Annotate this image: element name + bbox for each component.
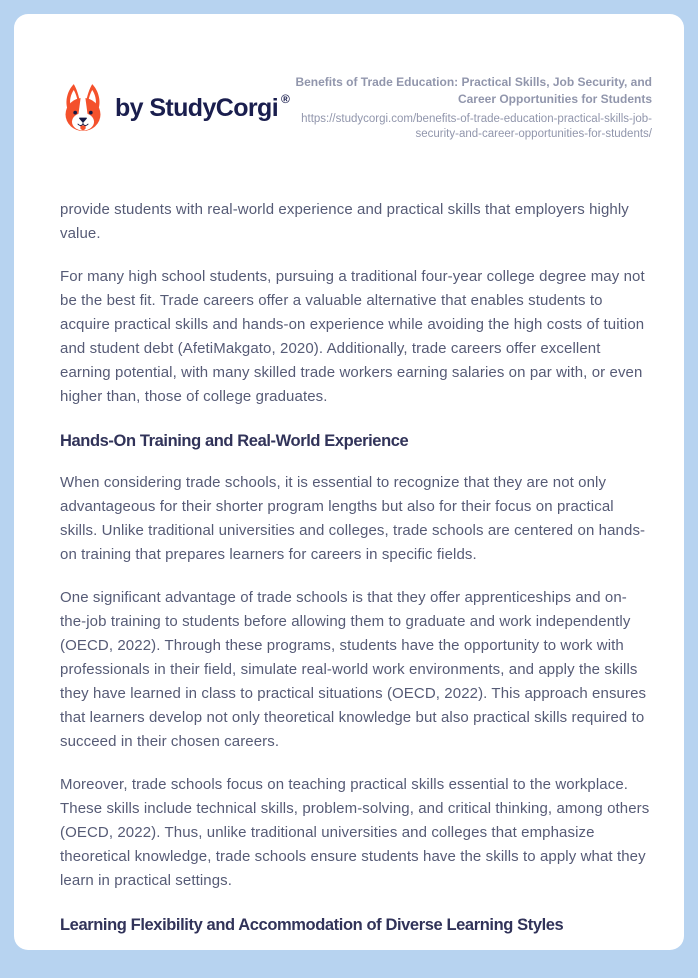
section-heading: Learning Flexibility and Accommodation of Diverse Learning Styles <box>60 916 564 934</box>
paragraph: One significant advantage of trade schools is that they offer apprenticeships and on-the-job training to students before allowing them to graduate and work independently (OECD, 2022). Through these programs, students have the opportunity to work with professionals in their field, simulate real-world work environments, and apply the skills they have learned in class to practical situations (OECD, 2022). This approach ensures that learners develop not only theoretical knowledge but also practical skills required to succeed in their chosen careers. <box>60 589 647 750</box>
corgi-logo-icon <box>60 83 106 133</box>
paragraph: For many high school students, pursuing a traditional four-year college degree may not be the best fit. Trade careers offer a valuable alternative that enables students to acquire practical skills and hands-on experience while avoiding the high costs of tuition and student debt (AfetiMakgato, 2020). Additionally, trade careers offer excellent earning potential, with many skilled trade workers earning salaries on par with, or even higher than, those of college graduates. <box>60 268 645 405</box>
document-url-link[interactable]: https://studycorgi.com/benefits-of-trade-education-practical-skills-job-security-and-career-opportunities-for-students/ <box>301 113 652 140</box>
paragraph: Moreover, trade schools focus on teaching practical skills essential to the workplace. These skills include technical skills, problem-solving, and critical thinking, among others (OECD, 2022). Thus, unlike traditional universities and colleges that emphasize theoretical knowledge, trade schools ensure students have the skills to apply what they learn in practical settings. <box>60 776 650 889</box>
brand-name: by StudyCorgi <box>115 93 279 122</box>
document-title: Benefits of Trade Education: Practical Skills, Job Security, and Career Opportunities for Students <box>295 75 652 106</box>
document-card <box>14 14 684 950</box>
registered-trademark: ® <box>281 92 290 106</box>
paragraph: provide students with real-world experience and practical skills that employers highly value. <box>60 201 629 242</box>
document-meta <box>290 74 652 142</box>
article-body <box>60 198 652 937</box>
studycorgi-logo[interactable] <box>60 83 290 133</box>
paragraph: When considering trade schools, it is essential to recognize that they are not only advantageous for their shorter program lengths but also for their focus on practical skills. Unlike traditional universities and colleges, trade schools are centered on hands-on training that prepares learners for careers in specific fields. <box>60 474 646 563</box>
document-header <box>60 74 652 142</box>
section-heading: Hands-On Training and Real-World Experience <box>60 432 409 450</box>
